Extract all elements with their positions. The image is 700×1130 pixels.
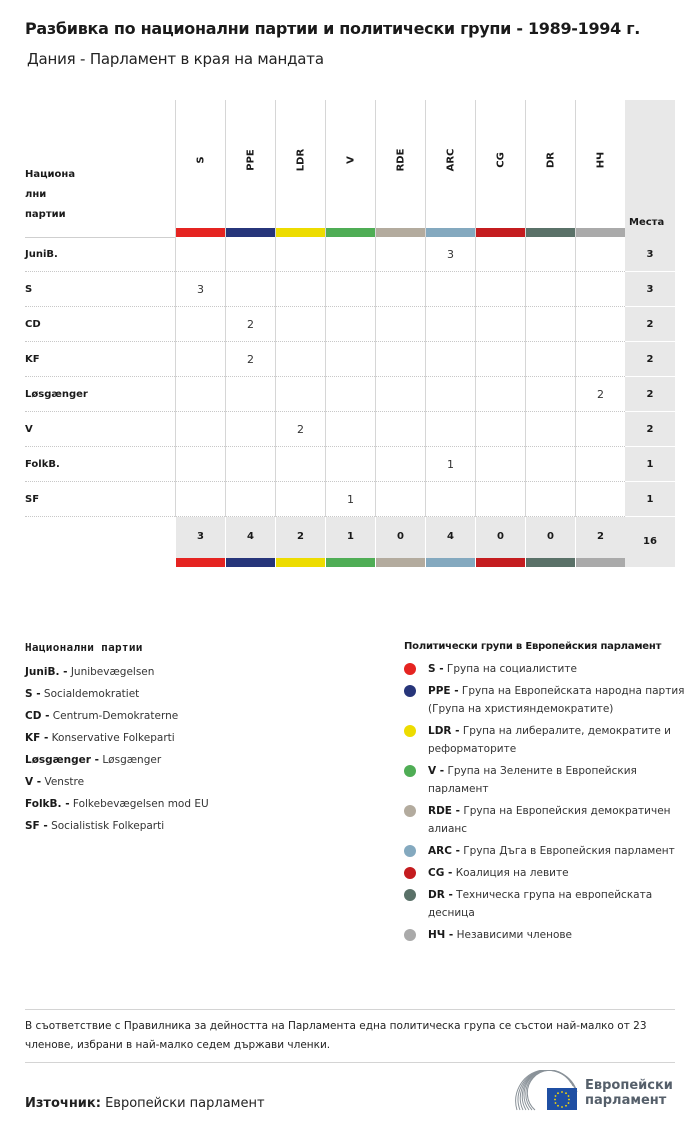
group-abbr: S - bbox=[428, 663, 444, 675]
party-name: KF bbox=[25, 354, 40, 365]
group-full-name: Група Дъга в Европейския парламент bbox=[463, 845, 675, 857]
party-name: S bbox=[25, 284, 33, 295]
seat-cell bbox=[525, 447, 575, 482]
footer-divider-top bbox=[25, 1009, 675, 1010]
group-total-cell bbox=[275, 517, 325, 567]
group-total-cell bbox=[525, 517, 575, 567]
seat-cell bbox=[575, 342, 625, 377]
seat-cell bbox=[475, 482, 525, 517]
party-name: FolkB. bbox=[25, 459, 60, 470]
group-full-name: Група на Зелените в Европейския парламент bbox=[428, 765, 637, 795]
seats-column-header bbox=[625, 100, 675, 237]
party-legend-item bbox=[25, 705, 355, 727]
group-column-header bbox=[175, 100, 225, 237]
logo-text bbox=[585, 1078, 673, 1108]
row-total-seats: 2 bbox=[625, 377, 675, 412]
table-row bbox=[25, 307, 675, 342]
group-code: НЧ bbox=[595, 151, 606, 169]
group-color-strip bbox=[426, 558, 475, 567]
party-name: Løsgænger bbox=[25, 389, 88, 400]
group-total: 0 bbox=[497, 531, 504, 542]
seat-cell bbox=[275, 272, 325, 307]
group-code: V bbox=[345, 156, 356, 164]
group-total-cell bbox=[175, 517, 225, 567]
group-code: ARC bbox=[445, 148, 456, 172]
seat-cell bbox=[475, 447, 525, 482]
group-full-name: Независими членове bbox=[456, 929, 573, 941]
national-parties-legend-title: Национални партии bbox=[25, 641, 143, 654]
group-color-dot-icon bbox=[404, 929, 416, 941]
seat-cell bbox=[325, 272, 375, 307]
row-total-seats: 2 bbox=[625, 307, 675, 342]
totals-row bbox=[25, 517, 675, 567]
seat-cell: 2 bbox=[225, 342, 275, 377]
party-name: JuniB. bbox=[25, 249, 58, 260]
group-color-strip bbox=[376, 558, 425, 567]
seat-cell: 2 bbox=[275, 412, 325, 447]
group-total: 3 bbox=[197, 531, 204, 542]
parliament-hemicycle-icon bbox=[513, 1070, 581, 1112]
seat-cell bbox=[425, 412, 475, 447]
seats-table bbox=[25, 100, 675, 567]
seat-cell bbox=[325, 237, 375, 272]
row-total-seats: 3 bbox=[625, 272, 675, 307]
group-color-strip bbox=[276, 228, 325, 237]
group-total-cell bbox=[475, 517, 525, 567]
seat-cell: 3 bbox=[175, 272, 225, 307]
logo-text-line2: парламент bbox=[585, 1093, 667, 1108]
group-color-dot-icon bbox=[404, 725, 416, 737]
group-color-strip bbox=[326, 228, 375, 237]
party-name: SF bbox=[25, 494, 40, 505]
group-total-cell bbox=[325, 517, 375, 567]
seat-cell bbox=[175, 342, 225, 377]
source-label: Източник: bbox=[25, 1096, 101, 1111]
seat-cell bbox=[375, 412, 425, 447]
party-legend-item bbox=[25, 793, 355, 815]
seat-cell bbox=[175, 412, 225, 447]
seat-cell bbox=[175, 377, 225, 412]
seat-cell: 2 bbox=[225, 307, 275, 342]
seat-cell bbox=[475, 377, 525, 412]
logo-text-line1: Европейски bbox=[585, 1078, 673, 1093]
party-abbr: S - bbox=[25, 688, 41, 700]
group-color-strip bbox=[176, 228, 225, 237]
row-header-line: лни bbox=[25, 189, 47, 200]
group-legend-item bbox=[404, 682, 689, 718]
seat-cell bbox=[525, 342, 575, 377]
seat-cell bbox=[225, 482, 275, 517]
group-total-cell bbox=[425, 517, 475, 567]
table-row bbox=[25, 377, 675, 412]
seat-cell bbox=[175, 482, 225, 517]
group-total: 0 bbox=[397, 531, 404, 542]
group-code: RDE bbox=[395, 148, 406, 172]
party-full-name: Centrum-Demokraterne bbox=[52, 710, 179, 722]
seat-cell bbox=[525, 412, 575, 447]
group-code: CG bbox=[495, 152, 506, 168]
group-abbr: CG - bbox=[428, 867, 453, 879]
seat-cell bbox=[475, 307, 525, 342]
group-total: 2 bbox=[297, 531, 304, 542]
seat-cell bbox=[275, 447, 325, 482]
group-column-header bbox=[425, 100, 475, 237]
group-code: DR bbox=[545, 151, 556, 169]
seat-cell: 1 bbox=[425, 447, 475, 482]
seat-cell bbox=[175, 447, 225, 482]
table-row bbox=[25, 482, 675, 517]
seat-cell: 1 bbox=[325, 482, 375, 517]
group-abbr: PPE - bbox=[428, 685, 459, 697]
table-row bbox=[25, 412, 675, 447]
seat-cell bbox=[325, 377, 375, 412]
table-header bbox=[25, 100, 675, 237]
group-column-header bbox=[275, 100, 325, 237]
seat-cell bbox=[575, 272, 625, 307]
table-row bbox=[25, 447, 675, 482]
page-title: Разбивка по национални партии и политически групи - 1989-1994 г. bbox=[25, 19, 641, 38]
group-code: S bbox=[195, 156, 206, 164]
group-full-name: Група на либералите, демократите и реформаторите bbox=[428, 725, 671, 755]
seat-cell bbox=[425, 342, 475, 377]
party-name: V bbox=[25, 424, 33, 435]
group-color-strip bbox=[426, 228, 475, 237]
party-abbr: FolkB. - bbox=[25, 798, 70, 810]
group-color-strip bbox=[526, 228, 575, 237]
group-color-dot-icon bbox=[404, 845, 416, 857]
seat-cell bbox=[325, 307, 375, 342]
footnote: В съответствие с Правилника за дейността на Парламента една политическа група се състои най-малко от 23 членове, избрани в най-малко седем държави членки. bbox=[25, 1020, 647, 1051]
party-abbr: JuniB. - bbox=[25, 666, 68, 678]
seat-cell bbox=[425, 272, 475, 307]
group-column-header bbox=[525, 100, 575, 237]
group-column-header bbox=[325, 100, 375, 237]
group-color-strip bbox=[326, 558, 375, 567]
group-column-header bbox=[375, 100, 425, 237]
seat-cell bbox=[175, 237, 225, 272]
seat-cell bbox=[375, 307, 425, 342]
seat-cell bbox=[575, 447, 625, 482]
row-total-seats: 3 bbox=[625, 237, 675, 272]
seat-cell bbox=[225, 412, 275, 447]
group-color-strip bbox=[576, 558, 625, 567]
row-header-line: партии bbox=[25, 209, 66, 220]
party-abbr: CD - bbox=[25, 710, 50, 722]
group-column-header bbox=[225, 100, 275, 237]
party-full-name: Junibevægelsen bbox=[70, 666, 155, 678]
party-abbr: Løsgænger - bbox=[25, 754, 99, 766]
total-seats: 16 bbox=[625, 517, 675, 567]
party-legend-item bbox=[25, 683, 355, 705]
group-abbr: V - bbox=[428, 765, 445, 777]
group-total: 1 bbox=[347, 531, 354, 542]
row-total-seats: 1 bbox=[625, 447, 675, 482]
source-value: Европейски парламент bbox=[105, 1096, 265, 1111]
row-total-seats: 1 bbox=[625, 482, 675, 517]
seat-cell bbox=[375, 342, 425, 377]
group-full-name: Техническа група на европейската десница bbox=[428, 889, 653, 919]
seat-cell bbox=[275, 237, 325, 272]
group-color-strip bbox=[376, 228, 425, 237]
party-abbr: V - bbox=[25, 776, 42, 788]
seat-cell bbox=[525, 377, 575, 412]
group-abbr: НЧ - bbox=[428, 929, 454, 941]
seat-cell bbox=[425, 307, 475, 342]
group-color-strip bbox=[276, 558, 325, 567]
group-legend-item bbox=[404, 660, 689, 678]
seat-cell bbox=[375, 447, 425, 482]
seat-cell bbox=[225, 272, 275, 307]
seats-header-label: Места bbox=[629, 217, 665, 228]
seat-cell bbox=[325, 412, 375, 447]
seat-cell: 3 bbox=[425, 237, 475, 272]
group-legend-item bbox=[404, 762, 689, 798]
party-abbr: SF - bbox=[25, 820, 48, 832]
seat-cell bbox=[575, 237, 625, 272]
party-legend-item bbox=[25, 661, 355, 683]
group-legend-item bbox=[404, 926, 689, 944]
seat-cell bbox=[375, 237, 425, 272]
seat-cell bbox=[425, 377, 475, 412]
group-color-dot-icon bbox=[404, 685, 416, 697]
seat-cell bbox=[225, 447, 275, 482]
seat-cell bbox=[525, 482, 575, 517]
group-legend-item bbox=[404, 802, 689, 838]
seat-cell bbox=[375, 377, 425, 412]
party-full-name: Løsgænger bbox=[102, 754, 162, 766]
group-full-name: Група на Европейската народна партия (Група на християндемократите) bbox=[428, 685, 685, 715]
group-color-dot-icon bbox=[404, 805, 416, 817]
seat-cell bbox=[475, 412, 525, 447]
group-full-name: Коалиция на левите bbox=[455, 867, 569, 879]
group-total-cell bbox=[575, 517, 625, 567]
seat-cell bbox=[575, 412, 625, 447]
group-column-header bbox=[575, 100, 625, 237]
row-total-seats: 2 bbox=[625, 412, 675, 447]
group-color-dot-icon bbox=[404, 867, 416, 879]
footer-divider-bottom bbox=[25, 1062, 675, 1063]
table-row bbox=[25, 237, 675, 272]
political-groups-legend-title: Политически групи в Европейския парламент bbox=[404, 641, 662, 652]
seat-cell bbox=[575, 307, 625, 342]
group-color-strip bbox=[576, 228, 625, 237]
seat-cell bbox=[425, 482, 475, 517]
party-full-name: Konservative Folkeparti bbox=[51, 732, 175, 744]
group-column-header bbox=[475, 100, 525, 237]
seat-cell bbox=[575, 482, 625, 517]
party-full-name: Folkebevægelsen mod EU bbox=[72, 798, 209, 810]
row-header-line: Национа bbox=[25, 169, 76, 180]
seat-cell bbox=[375, 482, 425, 517]
row-header-label bbox=[25, 165, 85, 225]
political-groups-legend bbox=[404, 641, 689, 948]
seat-cell bbox=[475, 237, 525, 272]
group-color-strip bbox=[226, 228, 275, 237]
seat-cell bbox=[275, 482, 325, 517]
group-color-strip bbox=[176, 558, 225, 567]
seat-cell bbox=[225, 237, 275, 272]
seat-cell bbox=[525, 272, 575, 307]
party-full-name: Socialdemokratiet bbox=[43, 688, 140, 700]
seat-cell bbox=[475, 342, 525, 377]
seat-cell bbox=[225, 377, 275, 412]
group-color-strip bbox=[476, 558, 525, 567]
party-name: CD bbox=[25, 319, 41, 330]
group-full-name: Група на социалистите bbox=[446, 663, 577, 675]
group-color-strip bbox=[526, 558, 575, 567]
group-legend-item bbox=[404, 864, 689, 882]
source-line bbox=[25, 1096, 265, 1111]
national-parties-legend bbox=[25, 641, 355, 837]
group-total-cell bbox=[375, 517, 425, 567]
seat-cell bbox=[275, 307, 325, 342]
european-parliament-logo bbox=[513, 1070, 678, 1115]
party-legend-item bbox=[25, 815, 355, 837]
group-total: 4 bbox=[447, 531, 454, 542]
table-row bbox=[25, 272, 675, 307]
group-color-strip bbox=[476, 228, 525, 237]
seat-cell bbox=[525, 307, 575, 342]
group-total-cell bbox=[225, 517, 275, 567]
page-subtitle: Дания - Парламент в края на мандата bbox=[27, 50, 324, 68]
party-full-name: Venstre bbox=[44, 776, 85, 788]
seat-cell: 2 bbox=[575, 377, 625, 412]
party-legend-item bbox=[25, 749, 355, 771]
row-total-seats: 2 bbox=[625, 342, 675, 377]
group-legend-item bbox=[404, 722, 689, 758]
group-abbr: ARC - bbox=[428, 845, 460, 857]
group-color-dot-icon bbox=[404, 765, 416, 777]
seat-cell bbox=[275, 377, 325, 412]
party-legend-item bbox=[25, 727, 355, 749]
group-full-name: Група на Европейския демократичен алианс bbox=[428, 805, 671, 835]
party-full-name: Socialistisk Folkeparti bbox=[51, 820, 165, 832]
group-total: 2 bbox=[597, 531, 604, 542]
group-code: PPE bbox=[245, 149, 256, 171]
group-color-strip bbox=[226, 558, 275, 567]
seat-cell bbox=[325, 447, 375, 482]
group-legend-item bbox=[404, 842, 689, 860]
party-abbr: KF - bbox=[25, 732, 49, 744]
seat-cell bbox=[175, 307, 225, 342]
group-color-dot-icon bbox=[404, 889, 416, 901]
group-abbr: DR - bbox=[428, 889, 453, 901]
seat-cell bbox=[525, 237, 575, 272]
party-legend-item bbox=[25, 771, 355, 793]
seat-cell bbox=[325, 342, 375, 377]
seat-cell bbox=[275, 342, 325, 377]
group-color-dot-icon bbox=[404, 663, 416, 675]
seat-cell bbox=[375, 272, 425, 307]
group-abbr: RDE - bbox=[428, 805, 460, 817]
group-code: LDR bbox=[295, 148, 306, 172]
seat-cell bbox=[475, 272, 525, 307]
group-total: 0 bbox=[547, 531, 554, 542]
table-row bbox=[25, 342, 675, 377]
group-abbr: LDR - bbox=[428, 725, 460, 737]
group-legend-item bbox=[404, 886, 689, 922]
group-total: 4 bbox=[247, 531, 254, 542]
